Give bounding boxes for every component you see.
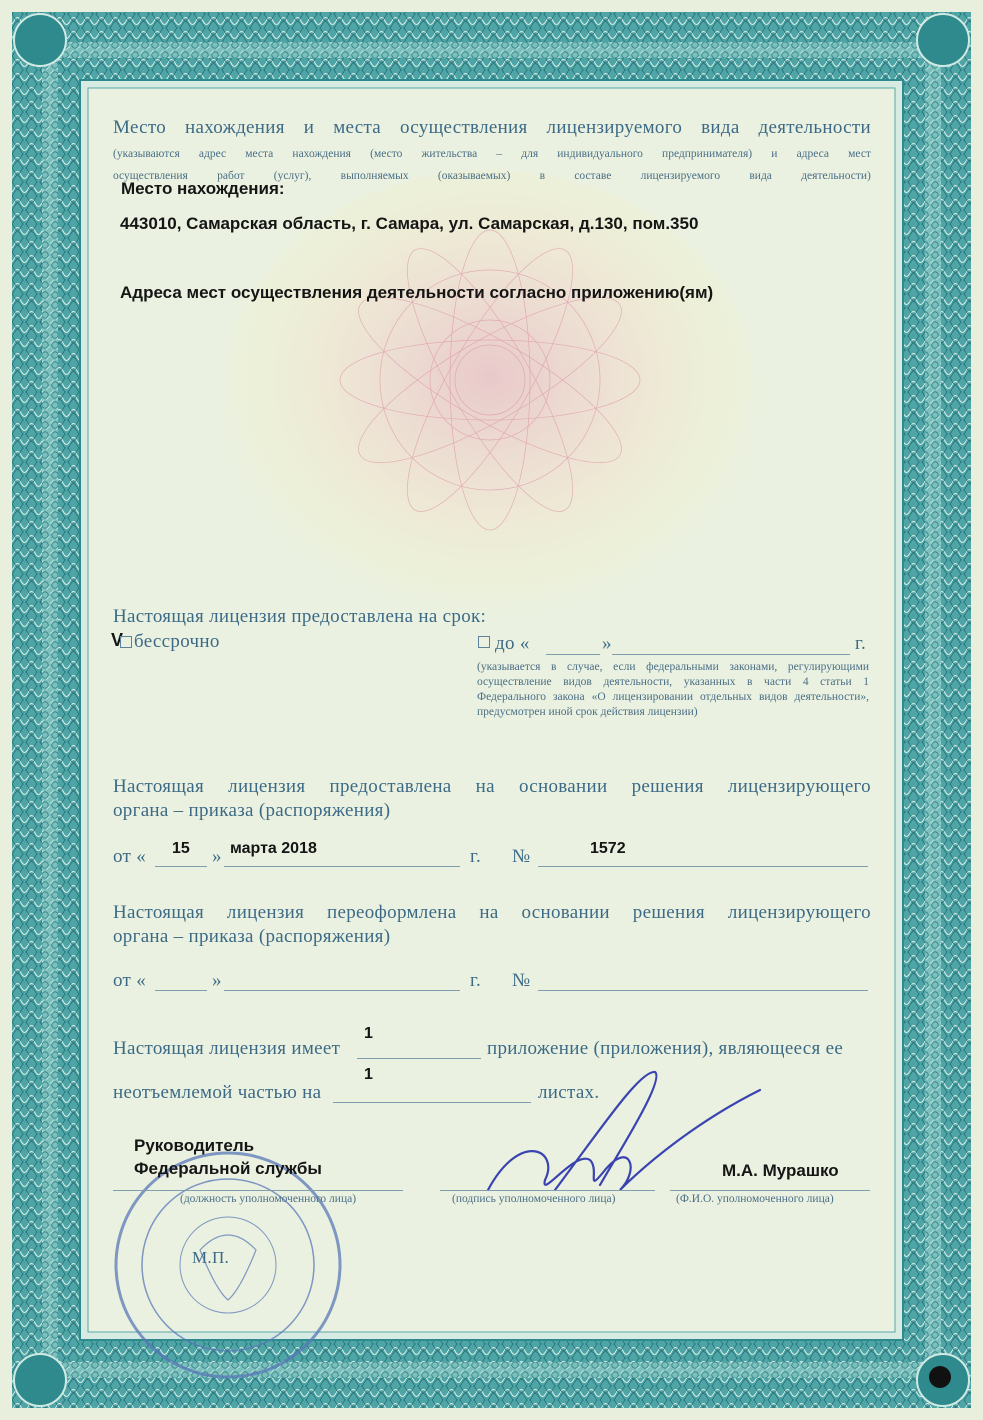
appendix-count: 1 [364,1025,373,1042]
caption-position: (должность уполномоченного лица) [180,1193,357,1205]
reissued-close: » [212,970,222,991]
caption-name: (Ф.И.О. уполномоченного лица) [676,1193,834,1205]
appendix-line1-end: приложение (приложения), являющееся ее [487,1038,844,1059]
reissued-number-line [538,990,868,991]
until-close: » [602,633,612,654]
until-date-line [612,654,850,655]
until-year-suffix: г. [855,633,866,654]
header-hint-1: (указываются адрес места нахождения (место жительства – для индивидуального предпринимателя) и адреса мест [113,148,871,160]
signer-position-1: Руководитель [134,1136,255,1155]
reissued-day-line [155,990,207,991]
sign-line-signature [440,1190,655,1191]
reissued-year-suffix: г. [470,970,481,991]
signer-name: М.А. Мурашко [722,1161,839,1180]
sign-line-position [113,1190,403,1191]
signer-position-2: Федеральной службы [134,1159,322,1178]
reissued-line1: Настоящая лицензия переоформлена на основании решения лицензирующего [113,902,871,923]
caption-signature: (подпись уполномоченного лица) [452,1193,616,1205]
granted-day-line [155,866,207,867]
granted-line2: органа – приказа (распоряжения) [113,800,391,821]
granted-from: от « [113,846,147,867]
granted-day: 15 [172,840,190,857]
granted-line1: Настоящая лицензия предоставлена на основании решения лицензирующего [113,776,871,797]
granted-year-suffix: г. [470,846,481,867]
header-hint-2: осуществления работ (услуг), выполняемых (оказываемых) в составе лицензируемого вида деятельности) [113,170,871,182]
granted-number: 1572 [590,840,626,857]
until-checkbox [478,636,490,648]
until-day-line [546,654,600,655]
reissued-line2: органа – приказа (распоряжения) [113,926,391,947]
checkmark: V [111,630,124,650]
sign-line-name [670,1190,870,1191]
appendix-count-line [357,1058,481,1059]
appendix-line1-start: Настоящая лицензия имеет [113,1038,341,1059]
term-note: (указывается в случае, если федеральными законами, регулирующими осуществление видов деятельности, указанных в части 4 статьи 1 Федерального закона «О лицензировании отдельных видов деятельности», предусмотрен иной срок действия лицензии) [477,661,869,718]
location-label: Место нахождения: [121,179,285,198]
reissued-number-label: № [512,970,531,991]
appendix-sheets-line [333,1102,531,1103]
appendix-line2-end: листах. [538,1082,600,1103]
appendix-line2-start: неотъемлемой частью на [113,1082,322,1103]
header-title: Место нахождения и места осуществления лицензируемого вида деятельности [113,117,871,138]
reissued-from: от « [113,970,147,991]
until-prefix: до « [495,633,530,654]
activity-places: Адреса мест осуществления деятельности согласно приложению(ям) [120,283,714,302]
appendix-sheets: 1 [364,1066,373,1083]
indefinite-checkbox [120,636,132,648]
reissued-month-line [224,990,460,991]
location-address: 443010, Самарская область, г. Самара, ул. Самарская, д.130, пом.350 [120,214,699,233]
indefinite-label: бессрочно [134,631,220,652]
granted-number-line [538,866,868,867]
granted-number-label: № [512,846,531,867]
granted-month-year: марта 2018 [230,840,317,857]
granted-close: » [212,846,222,867]
stamp-mark: М.П. [192,1248,230,1267]
term-heading: Настоящая лицензия предоставлена на срок: [113,606,487,627]
granted-month-line [224,866,460,867]
